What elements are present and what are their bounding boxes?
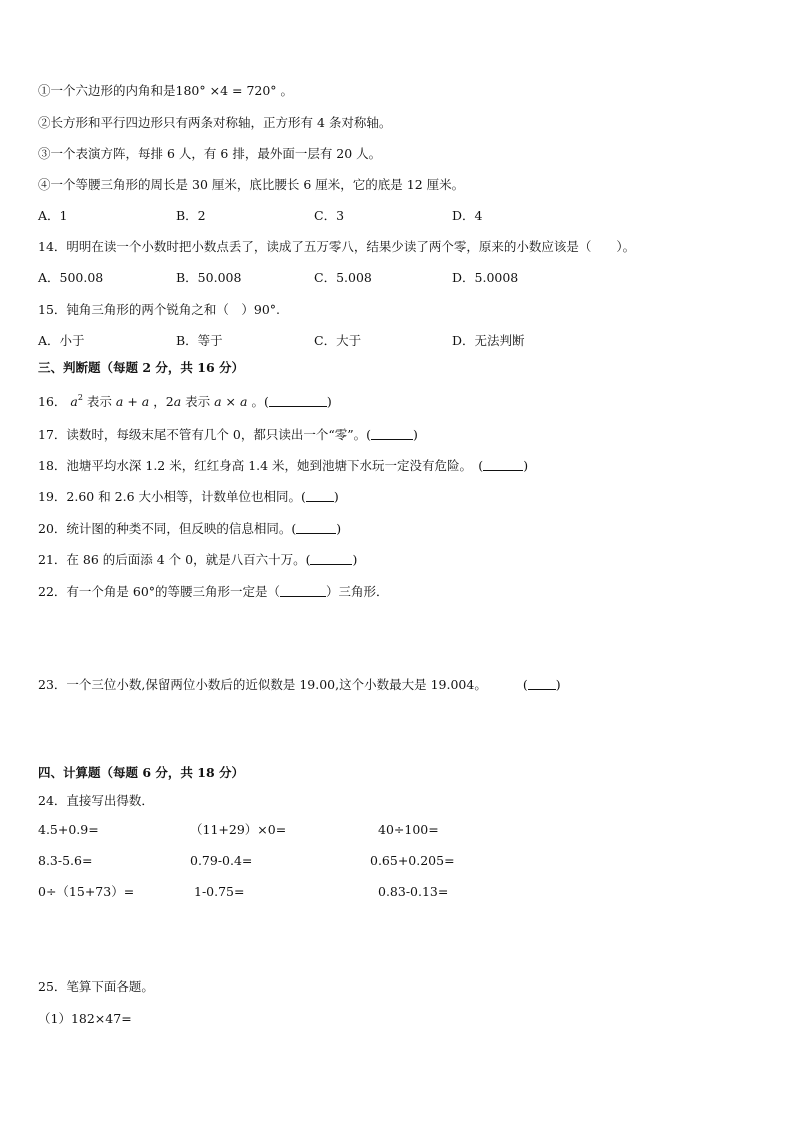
exponent: 2 <box>77 393 83 402</box>
q16 <box>38 390 332 410</box>
q22-text: 22．有一个角是 60°的等腰三角形一定是（ <box>38 584 281 599</box>
variable-a: a <box>70 394 78 409</box>
q22-text: ）三角形． <box>326 584 389 599</box>
q25-title: 25．笔算下面各题。 <box>38 979 154 994</box>
answer-blank[interactable] <box>306 489 334 502</box>
q23 <box>38 677 561 693</box>
q15-text: 15．钝角三角形的两个锐角之和（ ）90°. <box>38 302 281 317</box>
q14-text: 14．明明在读一个小数时把小数点丢了，读成了五万零八，结果少读了两个零，原来的小数应该是（ ）。 <box>38 239 636 254</box>
answer-blank[interactable] <box>528 677 556 690</box>
statement-marker: ① <box>38 83 51 98</box>
statement-marker: ③ <box>38 146 51 161</box>
answer-blank[interactable] <box>269 394 327 407</box>
calc-item: 0.79-0.4= <box>190 853 253 868</box>
calc-item: 0.83-0.13= <box>378 884 449 899</box>
q16-text: 表示 <box>185 394 211 409</box>
expression: a + a <box>115 394 150 409</box>
q23-text: ) <box>555 677 561 692</box>
option-d[interactable]: D．5.0008 <box>452 270 519 285</box>
option-c[interactable]: C．3 <box>314 208 345 223</box>
q21-text: ) <box>352 552 358 567</box>
q20-text: 20．统计图的种类不同，但反映的信息相同。( <box>38 521 297 536</box>
option-d[interactable]: D．无法判断 <box>452 333 525 348</box>
q21-text: 21．在 86 的后面添 4 个 0，就是八百六十万。( <box>38 552 311 567</box>
expression: a × a <box>214 394 248 409</box>
calc-item: 4.5+0.9= <box>38 822 99 837</box>
option-d[interactable]: D．4 <box>452 208 483 223</box>
statement-marker: ④ <box>38 177 51 192</box>
answer-blank[interactable] <box>280 584 326 597</box>
q17 <box>38 427 418 443</box>
statement-text: 一个六边形的内角和是180° ×4 = 720° 。 <box>50 83 294 98</box>
q24-title: 24．直接写出得数． <box>38 793 154 808</box>
q16-text: 。( <box>251 394 269 409</box>
option-b[interactable]: B．50.008 <box>176 270 242 285</box>
section-3-heading: 三、判断题（每题 2 分，共 16 分） <box>38 360 245 375</box>
option-a[interactable]: A．1 <box>38 208 68 223</box>
q23-text: ( <box>522 677 528 692</box>
q19-text: ) <box>333 489 339 504</box>
q17-text: 17．读数时，每级末尾不管有几个 0，都只读出一个“零”。( <box>38 427 371 442</box>
statement-2 <box>38 115 391 131</box>
answer-blank[interactable] <box>483 458 523 471</box>
calc-item: 0.65+0.205= <box>370 853 455 868</box>
q19-text: 19．2.60 和 2.6 大小相等，计数单位也相同。( <box>38 489 306 504</box>
q25-sub1: （1）182×47= <box>38 1011 132 1026</box>
statement-text: 一个表演方阵，每排 6 人，有 6 排，最外面一层有 20 人。 <box>50 146 382 161</box>
option-a[interactable]: A．小于 <box>38 333 85 348</box>
statement-text: 长方形和平行四边形只有两条对称轴，正方形有 4 条对称轴。 <box>50 115 392 130</box>
variable-a: a <box>173 394 182 409</box>
q21 <box>38 552 357 568</box>
answer-blank[interactable] <box>371 427 413 440</box>
q18-text: ) <box>523 458 529 473</box>
q18 <box>38 458 528 474</box>
option-c[interactable]: C．5.008 <box>314 270 372 285</box>
section-4-heading: 四、计算题（每题 6 分，共 18 分） <box>38 765 245 780</box>
calc-item: （11+29）×0= <box>190 822 287 837</box>
answer-blank[interactable] <box>296 521 336 534</box>
q20-text: ) <box>336 521 342 536</box>
statement-1 <box>38 83 293 99</box>
question-number: 16． <box>38 394 67 409</box>
q19 <box>38 489 339 505</box>
q20 <box>38 521 341 537</box>
option-b[interactable]: B．等于 <box>176 333 223 348</box>
q17-text: ) <box>413 427 418 442</box>
q16-text: 表示 <box>86 394 112 409</box>
calc-item: 8.3-5.6= <box>38 853 93 868</box>
option-b[interactable]: B．2 <box>176 208 206 223</box>
calc-item: 0÷（15+73）= <box>38 884 135 899</box>
q23-text: 23．一个三位小数,保留两位小数后的近似数是 19.00,这个小数最大是 19.004。 <box>38 677 487 692</box>
statement-4 <box>38 177 464 193</box>
statement-text: 一个等腰三角形的周长是 30 厘米，底比腰长 6 厘米，它的底是 12 厘米。 <box>50 177 465 192</box>
q22 <box>38 584 389 600</box>
option-c[interactable]: C．大于 <box>314 333 362 348</box>
answer-blank[interactable] <box>310 552 352 565</box>
q16-text: ) <box>326 394 332 409</box>
statement-3 <box>38 146 381 162</box>
q16-text: ，2 <box>153 394 174 409</box>
q18-text: 18．池塘平均水深 1.2 米，红红身高 1.4 米，她到池塘下水玩一定没有危险。 ( <box>38 458 484 473</box>
calc-item: 1-0.75= <box>194 884 245 899</box>
option-a[interactable]: A．500.08 <box>38 270 104 285</box>
statement-marker: ② <box>38 115 51 130</box>
calc-item: 40÷100= <box>378 822 439 837</box>
